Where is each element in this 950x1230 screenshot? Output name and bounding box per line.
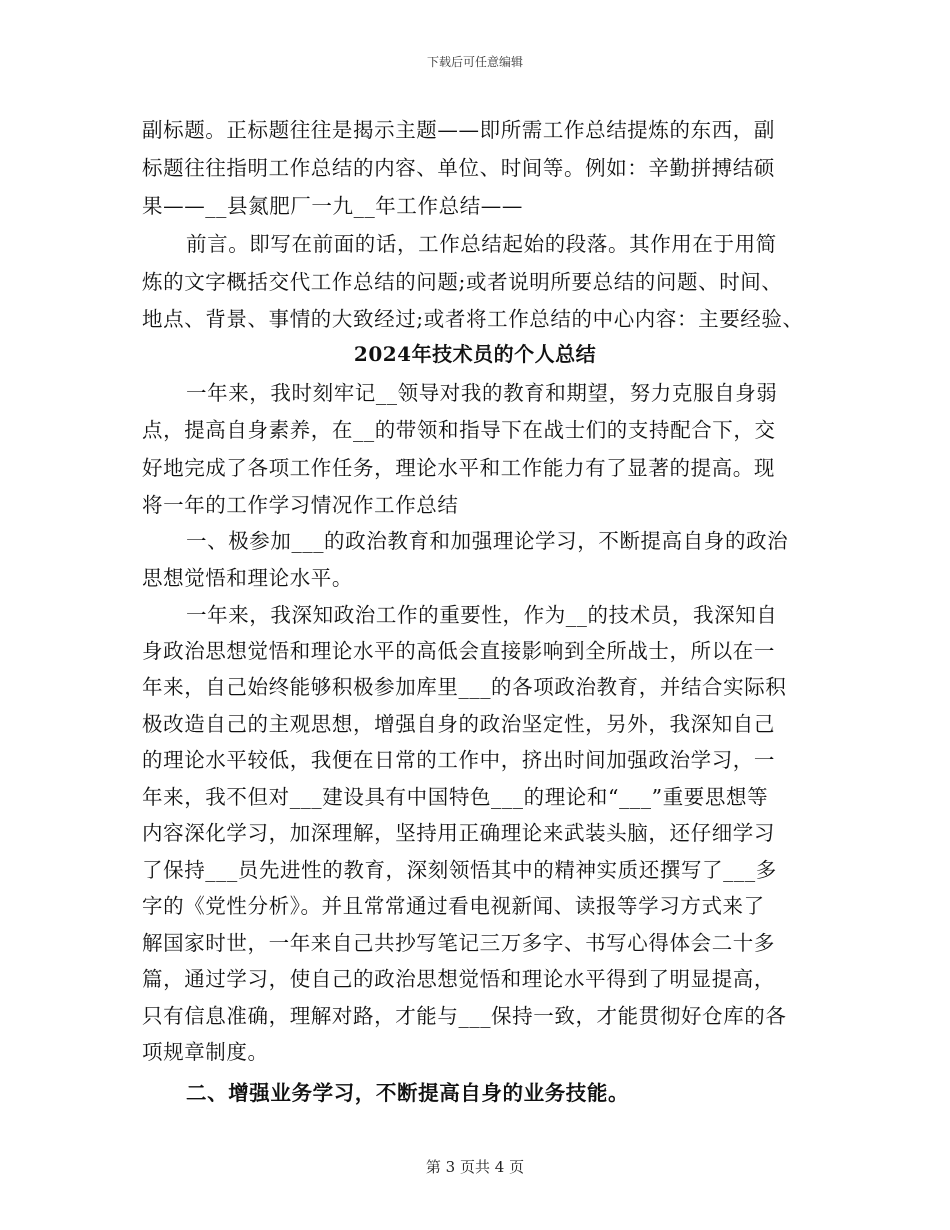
text-line: 内容深化学习，加深理解，坚持用正确理论来武装头脑，还仔细学习 bbox=[142, 821, 775, 845]
text-line: 一年来，我时刻牢记__领导对我的教育和期望，努力克服自身弱 bbox=[186, 381, 778, 405]
section-heading: 二、增强业务学习，不断提高自身的业务技能。 bbox=[186, 1081, 630, 1105]
page-header: 下载后可任意编辑 bbox=[426, 55, 523, 69]
text-line: 炼的文字概括交代工作总结的问题;或者说明所要总结的问题、时间、 bbox=[142, 270, 783, 294]
text-line: 一年来，我深知政治工作的重要性，作为__的技术员，我深知自 bbox=[186, 603, 778, 627]
document-title: 2024年技术员的个人总结 bbox=[353, 342, 597, 366]
text-line: 字的《党性分析》。并且常常通过看电视新闻、读报等学习方式来了 bbox=[142, 894, 765, 918]
text-line: 极改造自己的主观思想，增强自身的政治坚定性，另外，我深知自己 bbox=[142, 712, 775, 736]
text-line: 地点、背景、事情的大致经过;或者将工作总结的中心内容：主要经验、 bbox=[142, 307, 804, 331]
text-line: 年来，我不但对___建设具有中国特色___的理论和“___”重要思想等 bbox=[142, 785, 769, 809]
text-line: 标题往往指明工作总结的内容、单位、时间等。例如：辛勤拼搏结硕 bbox=[142, 156, 775, 180]
text-line: 年来，自己始终能够积极参加库里___的各项政治教育，并结合实际积 bbox=[142, 675, 787, 699]
text-line: 前言。即写在前面的话，工作总结起始的段落。其作用在于用简 bbox=[186, 232, 777, 256]
page-footer: 第 3 页共 4 页 bbox=[425, 1158, 525, 1176]
text-line: 篇，通过学习，使自己的政治思想觉悟和理论水平得到了明显提高， bbox=[142, 967, 775, 991]
text-line: 副标题。正标题往往是揭示主题——即所需工作总结提炼的东西，副 bbox=[142, 118, 775, 142]
text-line: 一、极参加___的政治教育和加强理论学习，不断提高自身的政治 bbox=[186, 529, 789, 553]
text-line: 点，提高自身素养，在__的带领和指导下在战士们的支持配合下，交 bbox=[142, 418, 776, 442]
text-line: 只有信息准确，理解对路，才能与___保持一致，才能贯彻好仓库的各 bbox=[142, 1004, 787, 1028]
text-line: 将一年的工作学习情况作工作总结 bbox=[142, 493, 459, 517]
text-line: 解国家时世，一年来自己共抄写笔记三万多字、书写心得体会二十多 bbox=[142, 931, 775, 955]
text-line: 项规章制度。 bbox=[142, 1040, 269, 1064]
text-line: 思想觉悟和理论水平。 bbox=[142, 566, 353, 590]
text-line: 的理论水平较低，我便在日常的工作中，挤出时间加强政治学习，一 bbox=[142, 748, 775, 772]
text-line: 果——__县氮肥厂一九__年工作总结—— bbox=[142, 194, 523, 218]
text-line: 好地完成了各项工作任务，理论水平和工作能力有了显著的提高。现 bbox=[142, 456, 775, 480]
text-line: 身政治思想觉悟和理论水平的高低会直接影响到全所战士，所以在一 bbox=[142, 639, 775, 663]
text-line: 了保持___员先进性的教育，深刻领悟其中的精神实质还撰写了___多 bbox=[142, 858, 777, 882]
